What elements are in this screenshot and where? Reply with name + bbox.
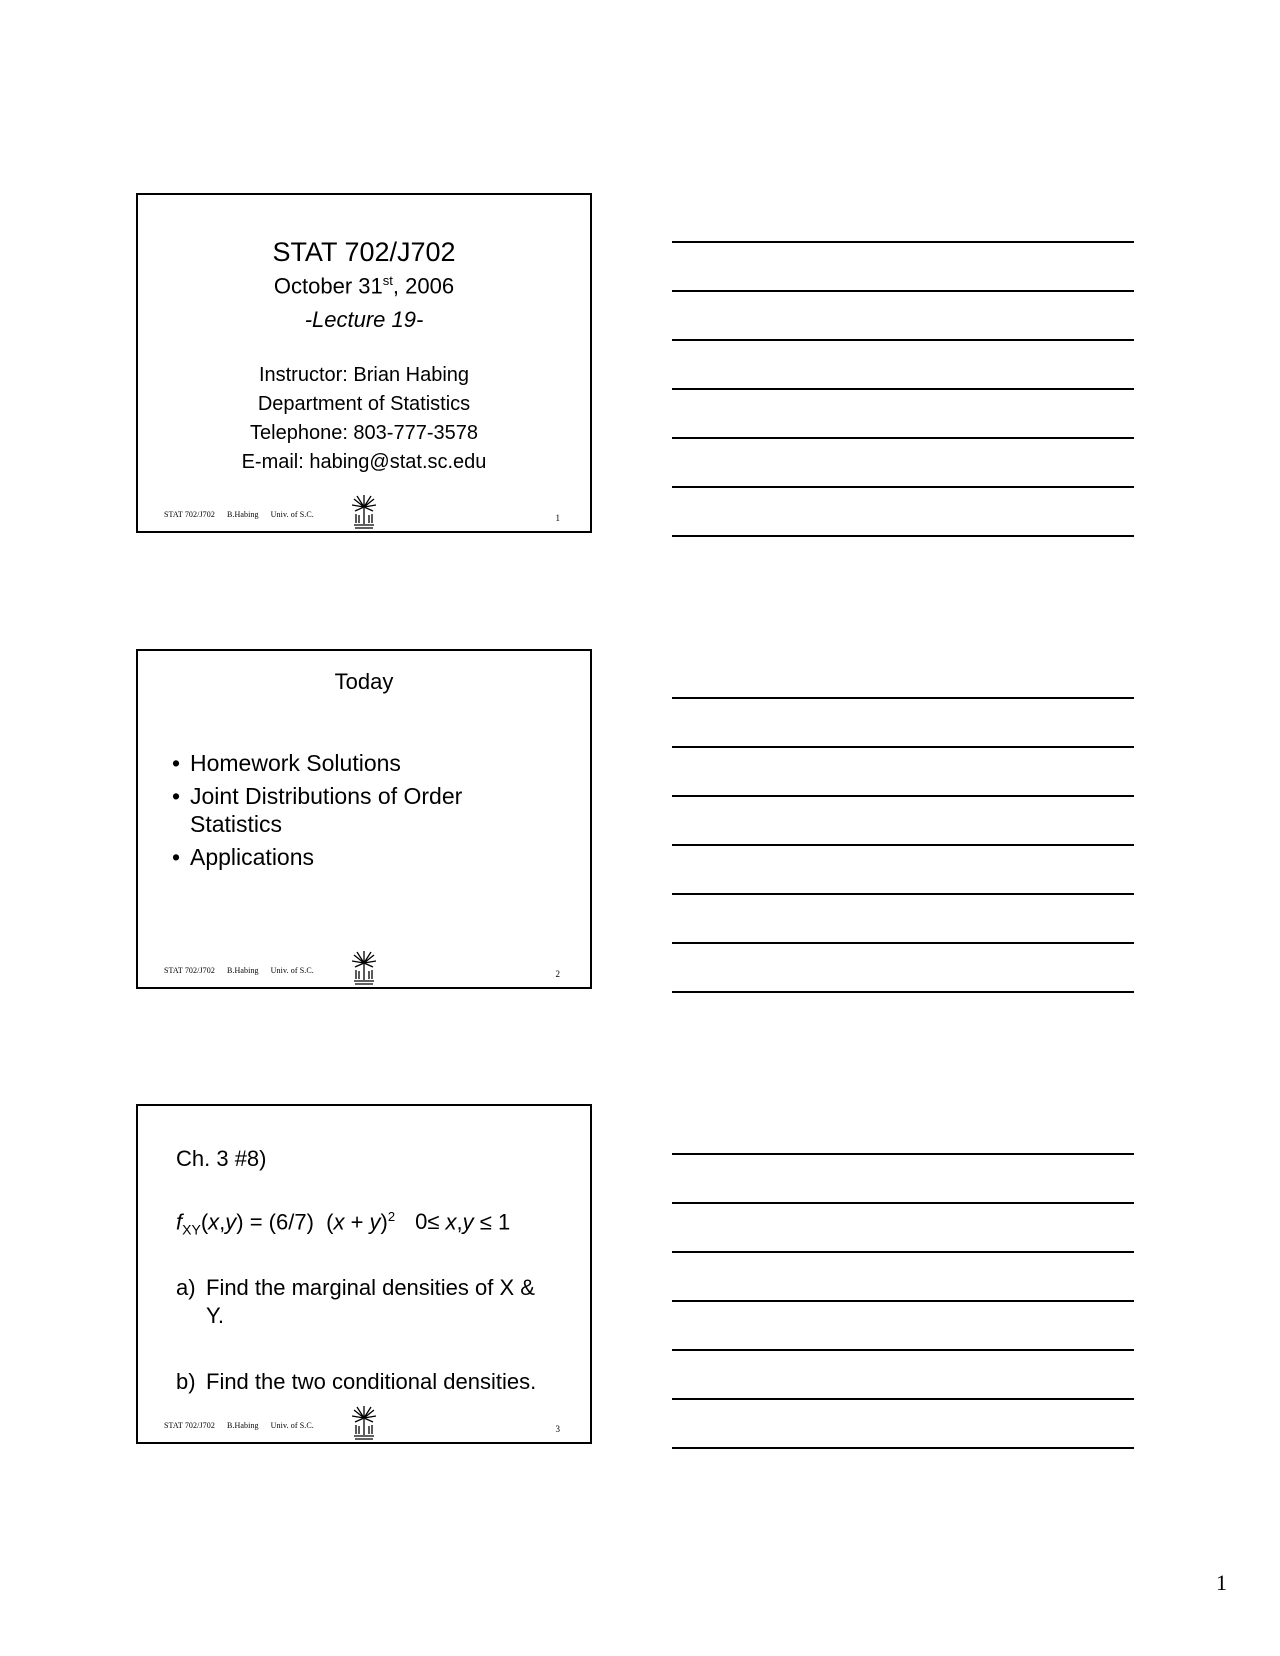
note-line <box>672 795 1134 797</box>
palmetto-logo-icon <box>350 951 378 985</box>
note-line <box>672 388 1134 390</box>
slide-3 <box>136 1104 592 1444</box>
slide-number: 2 <box>555 969 560 979</box>
lecture-number: -Lecture 19- <box>304 307 424 332</box>
contact-email: E-mail: habing@stat.sc.edu <box>241 451 487 473</box>
note-line <box>672 1153 1134 1155</box>
note-line <box>672 1202 1134 1204</box>
slide-title: STAT 702/J702 <box>272 237 456 267</box>
footer-course: STAT 702/J702 <box>164 966 215 975</box>
contact-department: Department of Statistics <box>257 393 471 415</box>
note-line <box>672 1349 1134 1351</box>
bullet-list <box>172 749 572 876</box>
footer-author: B.Habing <box>226 510 259 519</box>
slide-footer <box>164 510 326 519</box>
page-number: 1 <box>1216 1570 1227 1595</box>
contact-instructor: Instructor: Brian Habing <box>258 364 470 386</box>
note-line <box>672 746 1134 748</box>
note-line <box>672 486 1134 488</box>
slide-title: Today <box>334 669 394 694</box>
contact-telephone: Telephone: 803-777-3578 <box>250 422 478 444</box>
list-item: • Joint Distributions of Order Statistics <box>172 782 480 838</box>
note-line <box>672 437 1134 439</box>
slide-number: 1 <box>555 513 560 523</box>
footer-university: Univ. of S.C. <box>270 510 314 519</box>
footer-author: B.Habing <box>226 966 259 975</box>
note-line <box>672 1300 1134 1302</box>
footer-university: Univ. of S.C. <box>270 966 314 975</box>
density-formula: $f_{XY}(x,y) = (6/7) (x + y)^2$ 0≤ x,y ≤ 1 <box>176 1209 511 1238</box>
footer-course: STAT 702/J702 <box>164 1421 215 1430</box>
list-item: a) Find the marginal densities of X & Y. <box>176 1275 535 1328</box>
slide-2 <box>136 649 592 989</box>
slide-number: 3 <box>555 1424 560 1434</box>
problem-heading: Ch. 3 #8) <box>176 1146 267 1171</box>
note-line <box>672 844 1134 846</box>
list-item: • Applications <box>172 843 572 871</box>
palmetto-logo-icon <box>350 495 378 529</box>
note-line <box>672 241 1134 243</box>
note-line <box>672 1251 1134 1253</box>
palmetto-logo-icon <box>350 1406 378 1440</box>
footer-course: STAT 702/J702 <box>164 510 215 519</box>
note-line <box>672 991 1134 993</box>
slide-footer <box>164 966 326 975</box>
slide-date: October 31st, 2006 <box>273 273 455 299</box>
note-line <box>672 942 1134 944</box>
slide-footer <box>164 1421 326 1430</box>
note-line <box>672 339 1134 341</box>
note-line <box>672 535 1134 537</box>
note-line <box>672 697 1134 699</box>
list-item: • Homework Solutions <box>172 749 572 777</box>
footer-university: Univ. of S.C. <box>270 1421 314 1430</box>
note-line <box>672 893 1134 895</box>
note-line <box>672 1398 1134 1400</box>
note-line <box>672 290 1134 292</box>
note-line <box>672 1447 1134 1449</box>
list-item: b) Find the two conditional densities. <box>176 1369 537 1394</box>
footer-author: B.Habing <box>226 1421 259 1430</box>
slide-1 <box>136 193 592 533</box>
